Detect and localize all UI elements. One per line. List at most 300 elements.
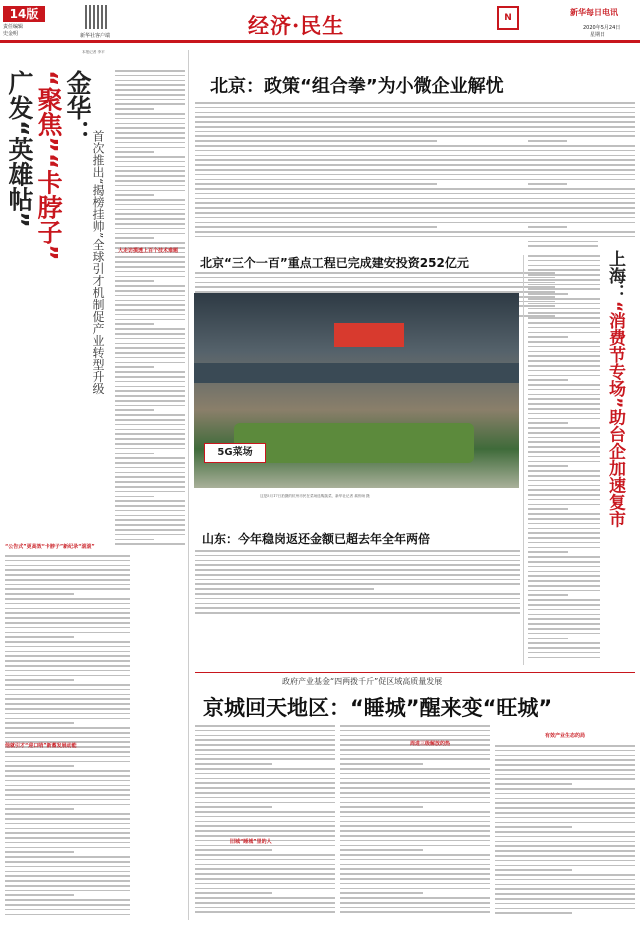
text-line [340, 754, 490, 756]
text-line [528, 284, 600, 286]
text-line [5, 808, 74, 810]
left-title-b: “聚焦”“卡脖子” [34, 70, 63, 261]
text-line [195, 830, 335, 832]
text-line [340, 859, 490, 861]
text-line [5, 890, 130, 892]
text-line [495, 865, 635, 867]
text-line [195, 725, 335, 727]
text-line [115, 486, 185, 488]
text-line [528, 365, 600, 367]
text-line [528, 116, 598, 118]
left-feature-subtitle: 首次推出“揭榜挂帅”全球引才机制促产业转型升级 [91, 130, 105, 395]
text-line [340, 758, 490, 760]
text-line [340, 907, 490, 909]
text-line [495, 903, 635, 905]
text-line [195, 588, 374, 590]
text-line [5, 560, 130, 562]
text-line [115, 366, 154, 368]
text-line [115, 151, 154, 153]
text-line [195, 183, 437, 185]
text-line [528, 594, 568, 596]
text-line [5, 823, 130, 825]
left-subhead-2: “公告式”更高效“卡脖子”新纪录“滚滚” [5, 544, 95, 550]
text-line [495, 855, 635, 857]
text-line [5, 641, 130, 643]
text-line [528, 198, 598, 200]
text-line [115, 390, 185, 392]
text-line [528, 418, 600, 420]
text-line [115, 271, 185, 273]
text-line [195, 773, 335, 775]
story3-body [195, 550, 520, 620]
text-line [495, 912, 572, 914]
story5-subhead-2: 周进三级解放的热 [410, 741, 451, 747]
text-line [115, 381, 185, 383]
text-line [195, 782, 335, 784]
text-line [115, 347, 185, 349]
text-line [495, 764, 635, 766]
text-line [5, 856, 130, 858]
text-line [528, 537, 600, 539]
text-line [528, 293, 568, 295]
text-line [115, 180, 185, 182]
text-line [340, 797, 490, 799]
text-line [528, 370, 600, 372]
text-line [5, 722, 74, 724]
text-line [115, 323, 154, 325]
text-line [195, 763, 272, 765]
text-line [5, 828, 130, 830]
text-line [528, 288, 600, 290]
text-line [495, 769, 635, 771]
text-line [115, 529, 185, 531]
text-line [5, 660, 130, 662]
text-line [115, 233, 185, 235]
photo-sign [204, 443, 266, 463]
text-line [528, 298, 600, 300]
text-line [340, 730, 490, 732]
text-line [528, 489, 600, 491]
text-line [115, 476, 185, 478]
text-line [340, 749, 490, 751]
text-line [340, 897, 490, 899]
text-line [340, 873, 490, 875]
text-line [340, 830, 490, 832]
text-line [528, 580, 600, 582]
text-line [528, 317, 600, 319]
text-line [115, 204, 185, 206]
text-line [115, 266, 185, 268]
text-line [528, 628, 600, 630]
text-line [195, 849, 272, 851]
text-line [528, 604, 600, 606]
text-line [195, 282, 555, 284]
text-line [528, 226, 567, 228]
text-line [528, 566, 600, 568]
text-line [5, 651, 130, 653]
text-line [5, 842, 130, 844]
text-line [528, 551, 568, 553]
text-line [115, 213, 185, 215]
text-line [115, 505, 185, 507]
text-line [115, 199, 185, 201]
text-line [5, 617, 130, 619]
text-line [528, 336, 568, 338]
text-line [5, 866, 130, 868]
text-line [528, 107, 598, 109]
text-line [195, 735, 335, 737]
text-line [5, 785, 130, 787]
text-line [5, 799, 130, 801]
text-line [528, 403, 600, 405]
text-line [115, 118, 185, 120]
text-line [528, 332, 600, 334]
text-line [340, 840, 490, 842]
text-line [195, 787, 335, 789]
text-line [528, 188, 598, 190]
text-line [115, 99, 185, 101]
text-line [195, 897, 335, 899]
text-line [528, 633, 600, 635]
text-line [195, 797, 335, 799]
text-line [495, 845, 635, 847]
text-line [495, 884, 635, 886]
text-line [195, 612, 520, 614]
text-line [115, 166, 185, 168]
text-line [195, 583, 520, 585]
text-line [528, 465, 568, 467]
text-line [195, 560, 520, 562]
text-line [5, 804, 130, 806]
text-line [528, 260, 600, 262]
text-line [528, 245, 598, 247]
text-line [528, 618, 600, 620]
story4-body-top [528, 102, 598, 252]
text-line [195, 754, 335, 756]
text-line [195, 888, 335, 890]
text-line [528, 255, 600, 257]
text-line [5, 813, 130, 815]
text-line [528, 183, 567, 185]
text-line [5, 703, 130, 705]
text-line [115, 256, 185, 258]
text-line [115, 443, 185, 445]
text-line [115, 108, 154, 110]
left-body-text [115, 70, 185, 550]
left-title-c: 广发“英雄帖” [5, 70, 34, 228]
text-line [5, 713, 130, 715]
text-line [495, 778, 635, 780]
text-line [115, 314, 185, 316]
text-line [495, 874, 635, 876]
text-line [528, 652, 600, 654]
text-line [340, 888, 490, 890]
text-line [115, 70, 185, 72]
text-line [528, 461, 600, 463]
text-line [115, 89, 185, 91]
text-line [495, 783, 572, 785]
photo-vegetables [234, 423, 474, 463]
story4-title [603, 250, 628, 660]
text-line [5, 569, 130, 571]
text-line [115, 543, 185, 545]
story5-body-3 [495, 745, 635, 920]
paper-name: 新华每日电讯 [570, 8, 618, 17]
text-line [115, 510, 185, 512]
text-line [495, 774, 635, 776]
text-line [495, 841, 635, 843]
text-line [528, 623, 600, 625]
text-line [115, 467, 185, 469]
text-line [5, 899, 130, 901]
text-line [5, 880, 130, 882]
text-line [495, 817, 635, 819]
text-line [5, 847, 130, 849]
text-line [340, 802, 490, 804]
text-line [528, 379, 568, 381]
text-line [5, 861, 130, 863]
left-body-text-2 [5, 555, 130, 920]
text-line [528, 642, 600, 644]
qr-code [85, 5, 109, 29]
text-line [195, 802, 335, 804]
text-line [115, 481, 185, 483]
text-line [528, 126, 598, 128]
text-line [115, 343, 185, 345]
text-line [115, 142, 185, 144]
text-line [195, 277, 555, 279]
text-line [115, 194, 154, 196]
text-line [528, 312, 600, 314]
text-line [5, 770, 130, 772]
text-line [340, 792, 490, 794]
text-line [528, 389, 600, 391]
text-line [115, 300, 185, 302]
text-line [5, 832, 130, 834]
text-line [528, 303, 600, 305]
text-line [528, 164, 598, 166]
text-line [495, 831, 635, 833]
text-line [495, 836, 635, 838]
text-line [495, 822, 635, 824]
text-line [528, 159, 598, 161]
text-line [528, 179, 598, 181]
text-line [115, 500, 185, 502]
text-line [340, 864, 490, 866]
text-line [528, 561, 600, 563]
editor-name: 史金明 [3, 31, 19, 37]
text-line [340, 821, 490, 823]
text-line [495, 812, 635, 814]
text-line [195, 878, 335, 880]
text-line [115, 496, 154, 498]
text-line [528, 375, 600, 377]
editor-label: 责任编辑 [3, 24, 24, 30]
text-line [5, 851, 74, 853]
text-line [5, 756, 130, 758]
photo-caption: 这是5月17日拍摄的杭州市民在菜场选购蔬菜，新华社记者 翁忻旸 摄 [260, 494, 370, 498]
story5-body-1 [195, 725, 335, 920]
text-line [115, 242, 185, 244]
text-line [195, 579, 520, 581]
text-line [5, 574, 130, 576]
text-line [195, 821, 335, 823]
text-line [5, 598, 130, 600]
issue-date: 2020年5月24日 [583, 25, 621, 31]
story2-title: 北京“三个一百”重点工程已完成建安投资252亿元 [200, 256, 469, 270]
text-line [115, 185, 185, 187]
text-line [528, 532, 600, 534]
text-line [5, 632, 130, 634]
text-line [340, 911, 490, 913]
text-line [528, 470, 600, 472]
text-line [195, 907, 335, 909]
text-line [115, 376, 185, 378]
text-line [195, 574, 520, 576]
text-line [115, 237, 154, 239]
text-line [5, 608, 130, 610]
text-line [115, 462, 185, 464]
column-divider [188, 50, 189, 920]
text-line [115, 333, 185, 335]
text-line [528, 231, 598, 233]
text-line [5, 885, 130, 887]
text-line [5, 694, 130, 696]
text-line [195, 859, 335, 861]
text-line [115, 223, 185, 225]
text-line [115, 218, 185, 220]
text-line [195, 778, 335, 780]
text-line [195, 730, 335, 732]
text-line [528, 155, 598, 157]
text-line [528, 614, 600, 616]
text-line [528, 408, 600, 410]
text-line [528, 269, 600, 271]
text-line [195, 140, 437, 142]
story4-title-a: 上海： [605, 250, 625, 301]
text-line [528, 638, 568, 640]
text-line [528, 169, 598, 171]
text-line [528, 135, 598, 137]
text-line [195, 603, 520, 605]
text-line [115, 419, 185, 421]
text-line [340, 849, 423, 851]
text-line [495, 788, 635, 790]
text-line [5, 708, 130, 710]
left-subhead-1: 大走访摸透上百个技术难题 [118, 248, 179, 254]
text-line [528, 346, 600, 348]
text-line [5, 789, 130, 791]
text-line [5, 718, 130, 720]
text-line [528, 131, 598, 133]
text-line [528, 193, 598, 195]
text-line [528, 508, 568, 510]
text-line [528, 202, 598, 204]
text-line [528, 571, 600, 573]
text-line [528, 413, 600, 415]
text-line [340, 806, 423, 808]
text-line [5, 689, 130, 691]
text-line [5, 894, 74, 896]
text-line [528, 351, 600, 353]
text-line [528, 547, 600, 549]
text-line [340, 835, 490, 837]
text-line [5, 775, 130, 777]
text-line [195, 835, 335, 837]
text-line [115, 80, 185, 82]
text-line [340, 868, 490, 870]
text-line [5, 751, 130, 753]
text-line [5, 646, 130, 648]
text-line [340, 883, 490, 885]
text-line [5, 588, 130, 590]
text-line [495, 850, 635, 852]
text-line [528, 145, 598, 147]
text-line [5, 584, 130, 586]
right-column-divider [523, 255, 524, 665]
text-line [195, 607, 520, 609]
text-line [528, 355, 600, 357]
text-line [528, 475, 600, 477]
text-line [5, 780, 130, 782]
text-line [528, 432, 600, 434]
text-line [115, 357, 185, 359]
text-line [528, 451, 600, 453]
text-line [5, 727, 130, 729]
text-line [495, 759, 635, 761]
text-line [5, 655, 130, 657]
text-line [115, 190, 185, 192]
text-line [340, 854, 490, 856]
story5-body-2 [340, 725, 490, 920]
text-line [528, 556, 600, 558]
text-line [115, 405, 185, 407]
editor-credit [3, 24, 23, 38]
text-line [115, 84, 185, 86]
text-line [195, 749, 335, 751]
text-line [495, 860, 635, 862]
text-line [195, 883, 335, 885]
text-line [195, 272, 555, 274]
text-line [115, 414, 185, 416]
text-line [528, 480, 600, 482]
text-line [495, 793, 635, 795]
text-line [528, 212, 598, 214]
text-line [115, 147, 185, 149]
text-line [528, 384, 600, 386]
text-line [495, 755, 635, 757]
text-line [528, 494, 600, 496]
text-line [528, 647, 600, 649]
text-line [528, 102, 598, 104]
text-line [528, 322, 600, 324]
text-line [528, 485, 600, 487]
text-line [115, 362, 185, 364]
text-line [195, 806, 272, 808]
text-line [528, 542, 600, 544]
text-line [115, 137, 185, 139]
text-line [528, 222, 598, 224]
text-line [5, 794, 130, 796]
text-line [528, 112, 598, 114]
text-line [115, 285, 185, 287]
text-line [115, 123, 185, 125]
app-label: 新华社客户端 [80, 33, 111, 39]
text-line [528, 657, 600, 659]
text-line [5, 737, 130, 739]
text-line [115, 261, 185, 263]
text-line [195, 825, 335, 827]
